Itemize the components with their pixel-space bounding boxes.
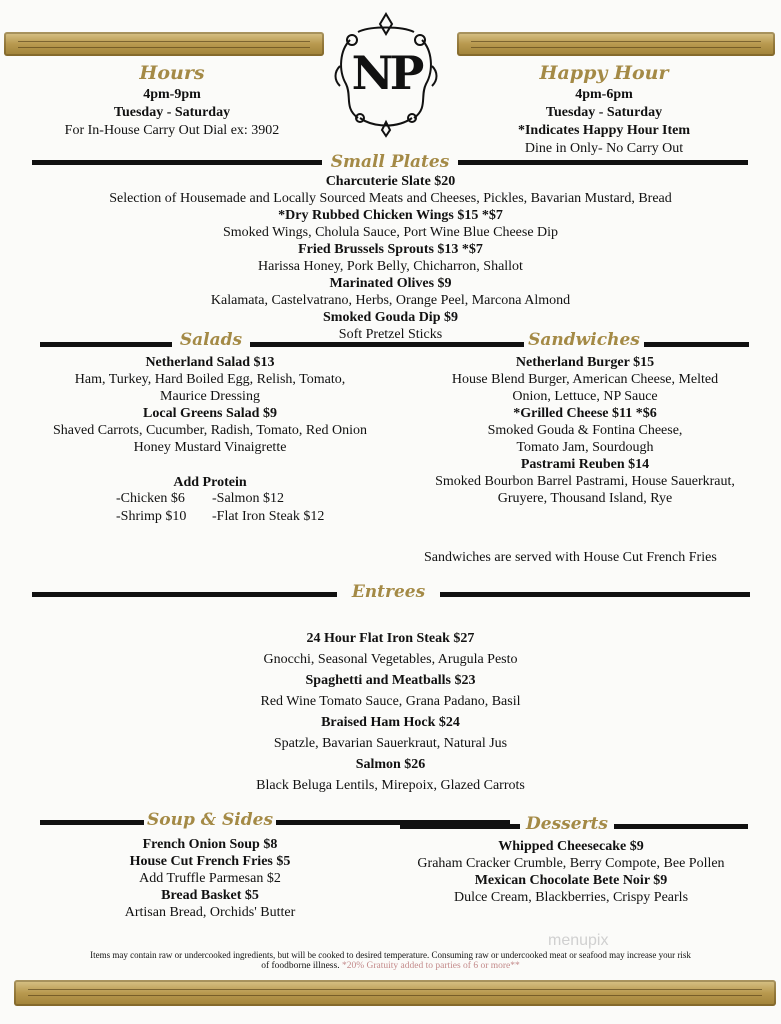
- menu-item-desc: Selection of Housemade and Locally Sourced Meats and Cheeses, Pickles, Bavarian Mustard, Bread: [109, 191, 672, 206]
- hours-days: Tuesday - Saturday: [113, 105, 231, 120]
- happy-hour-time: 4pm-6pm: [575, 87, 633, 102]
- salads-title: Salads: [179, 330, 243, 350]
- small-plates-title: Small Plates: [330, 152, 450, 172]
- menu-item-name: Spaghetti and Meatballs $23: [305, 673, 476, 688]
- menu-item-desc: Maurice Dressing: [160, 389, 260, 404]
- np-logo: [330, 10, 442, 138]
- menu-item-name: Braised Ham Hock $24: [321, 715, 460, 730]
- menu-item-desc: Smoked Bourbon Barrel Pastrami, House Sauerkraut,: [435, 474, 735, 489]
- menu-item-name: House Cut French Fries $5: [129, 854, 291, 869]
- protein-option: -Salmon $12: [212, 491, 284, 506]
- menu-item-name: French Onion Soup $8: [142, 837, 278, 852]
- protein-option: -Flat Iron Steak $12: [212, 509, 325, 524]
- menu-item-desc: Gnocchi, Seasonal Vegetables, Arugula Pesto: [263, 652, 518, 667]
- menu-item-name: *Grilled Cheese $11 *$6: [513, 406, 657, 421]
- menu-item-name: Fried Brussels Sprouts $13 *$7: [298, 242, 483, 257]
- soup-sides-section: [60, 836, 360, 921]
- sandwiches-section: [410, 354, 760, 507]
- logo-text: NP: [351, 46, 421, 100]
- menu-item-name: Local Greens Salad $9: [143, 406, 277, 421]
- footer-line-2: [8, 961, 773, 972]
- sandwiches-note: Sandwiches are served with House Cut French Fries: [424, 550, 717, 565]
- top-right-gold-band: [457, 32, 775, 56]
- desserts-section: [396, 838, 746, 906]
- menu-item-desc: Smoked Wings, Cholula Sauce, Port Wine Blue Cheese Dip: [222, 225, 559, 240]
- menu-item-desc: Soft Pretzel Sticks: [338, 327, 443, 342]
- menu-item-desc: Spatzle, Bavarian Sauerkraut, Natural Jus: [273, 736, 508, 751]
- desserts-title: Desserts: [526, 814, 608, 834]
- top-left-gold-band: [4, 32, 324, 56]
- add-protein-title: Add Protein: [173, 475, 247, 490]
- menu-item-name: Smoked Gouda Dip $9: [323, 310, 458, 325]
- hours-title: Hours: [139, 62, 205, 84]
- entrees-rule-right: [440, 592, 750, 597]
- gratuity-note: *20% Gratuity added to parties of 6 or more**: [341, 961, 520, 971]
- soup-sides-title: Soup & Sides: [146, 810, 274, 830]
- menu-item-name: Bread Basket $5: [161, 888, 259, 903]
- menu-item-name: 24 Hour Flat Iron Steak $27: [306, 631, 475, 646]
- entrees-section: [0, 628, 781, 796]
- menu-item-name: Netherland Burger $15: [515, 355, 655, 370]
- small-plates-rule-right: [458, 160, 748, 165]
- menu-item-desc: Kalamata, Castelvatrano, Herbs, Orange Peel, Marcona Almond: [210, 293, 571, 308]
- bottom-gold-band: [14, 980, 776, 1006]
- menu-item-name: Marinated Olives $9: [329, 276, 452, 291]
- protein-option: -Chicken $6: [116, 491, 185, 506]
- menu-item-desc: Ham, Turkey, Hard Boiled Egg, Relish, Tomato,: [74, 372, 346, 387]
- footer-line-2-text: of foodborne illness.: [261, 961, 340, 971]
- small-plates-rule-left: [32, 160, 322, 165]
- menu-item-desc: Gruyere, Thousand Island, Rye: [497, 491, 673, 506]
- menu-item-desc: Graham Cracker Crumble, Berry Compote, Bee Pollen: [417, 856, 725, 871]
- sandwiches-rule-right: [644, 342, 749, 347]
- hours-time: 4pm-9pm: [143, 87, 201, 102]
- footer-disclaimer: [8, 950, 773, 972]
- footer-line-1: Items may contain raw or undercooked ingredients, but will be cooked to desired temperature. Consuming raw or undercooked meat or seafood may increase your risk: [90, 950, 691, 960]
- menu-item-desc: Smoked Gouda & Fontina Cheese,: [487, 423, 683, 438]
- entrees-rule-left: [32, 592, 337, 597]
- menu-item-desc: Shaved Carrots, Cucumber, Radish, Tomato, Red Onion: [53, 423, 367, 438]
- menu-item-name: Salmon $26: [355, 757, 426, 772]
- soup-sides-rule-left: [40, 820, 144, 825]
- sandwiches-title: Sandwiches: [528, 330, 640, 350]
- hours-note: For In-House Carry Out Dial ex: 3902: [64, 123, 280, 138]
- menu-item-desc: House Blend Burger, American Cheese, Melted: [451, 372, 719, 387]
- menu-item-name: Pastrami Reuben $14: [520, 457, 650, 472]
- menu-item-name: Netherland Salad $13: [145, 355, 275, 370]
- entrees-title: Entrees: [351, 582, 426, 602]
- menu-item-desc: Black Beluga Lentils, Mirepoix, Glazed Carrots: [256, 778, 525, 793]
- happy-hour-note: Dine in Only- No Carry Out: [524, 141, 684, 156]
- small-plates-section: [0, 173, 781, 343]
- desserts-rule-left: [400, 824, 520, 829]
- happy-hour-indicator: *Indicates Happy Hour Item: [517, 123, 691, 138]
- happy-hour-days: Tuesday - Saturday: [545, 105, 663, 120]
- menu-item-name: Whipped Cheesecake $9: [498, 839, 644, 854]
- sandwiches-rule-left: [430, 342, 524, 347]
- menu-item-desc: Onion, Lettuce, NP Sauce: [512, 389, 658, 404]
- desserts-rule-right: [614, 824, 748, 829]
- menu-item-desc: Honey Mustard Vinaigrette: [133, 440, 287, 455]
- menu-item-desc: Red Wine Tomato Sauce, Grana Padano, Basil: [260, 694, 521, 709]
- salads-rule-left: [40, 342, 172, 347]
- menu-item-name: Mexican Chocolate Bete Noir $9: [474, 873, 668, 888]
- menu-item-desc: Add Truffle Parmesan $2: [139, 871, 281, 886]
- protein-option: -Shrimp $10: [116, 509, 187, 524]
- menu-item-name: Charcuterie Slate $20: [325, 174, 456, 189]
- menu-item-desc: Harissa Honey, Pork Belly, Chicharron, Shallot: [258, 259, 523, 274]
- happy-hour-title: Happy Hour: [539, 62, 669, 84]
- menu-item-desc: Artisan Bread, Orchids' Butter: [124, 905, 296, 920]
- menu-item-name: *Dry Rubbed Chicken Wings $15 *$7: [278, 208, 503, 223]
- menupix-watermark: menupix: [548, 932, 609, 949]
- menu-item-desc: Tomato Jam, Sourdough: [516, 440, 654, 455]
- menu-item-desc: Dulce Cream, Blackberries, Crispy Pearls: [453, 890, 689, 905]
- salads-section: [20, 354, 400, 456]
